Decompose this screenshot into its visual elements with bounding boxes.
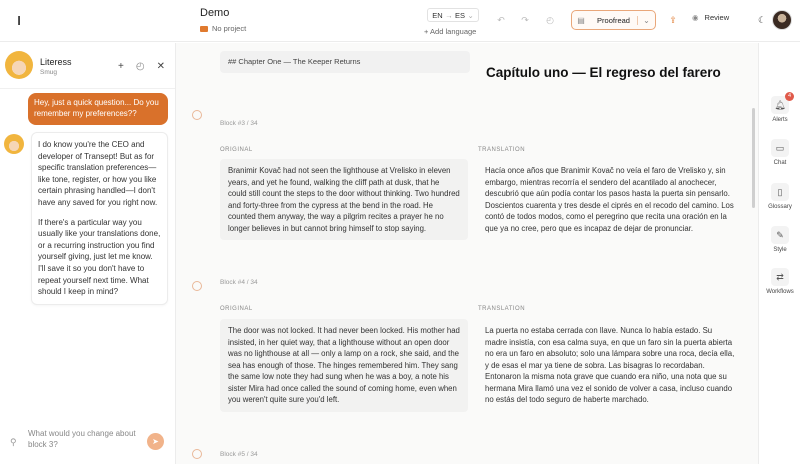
chat-bubble-icon: ▭ [771, 139, 789, 157]
rail-item-workflows[interactable] [759, 268, 800, 295]
chat-header-actions [118, 61, 165, 72]
chat-header [0, 43, 175, 89]
send-button[interactable]: ➤ [147, 433, 164, 450]
block-status-circle[interactable] [192, 110, 202, 120]
document-icon: ▤ [577, 15, 585, 25]
assistant-avatar [5, 51, 33, 79]
translated-heading[interactable]: Capítulo uno — El regreso del farero [486, 65, 721, 80]
scrollbar-thumb[interactable] [752, 108, 755, 208]
source-heading-block[interactable]: ## Chapter One — The Keeper Returns [220, 51, 470, 73]
rail-item-alerts[interactable] [759, 93, 800, 123]
moon-icon[interactable]: ☾ [757, 15, 767, 25]
bell-icon: 🔔︎ 4 [771, 96, 789, 114]
block-label: Block #4 / 34 [220, 279, 258, 286]
assistant-message [31, 132, 168, 305]
original-text[interactable]: The door was not locked. It had never been locked. His mother had insisted, in her quiet way, that a lighthouse without an open door was no lighthouse at all — only a lamp on a rock, she said, and the sea has enough of those. The hinges remembered him. They sang the same low note they had sung when he was a boy, a note his sister Mira had once called the sound of coming home, even when you weren't quite sure you'd left. [220, 319, 468, 412]
rail-label-alerts: Alerts [772, 117, 788, 123]
original-text[interactable]: Branimir Kovač had not seen the lighthouse at Vrelisko in eleven years, and yet he found, walking the cliff path at dusk, that he could still count the steps to the door without thinking. Two hundred and forty-three from the cypress at the bend in the road. He counted them anyway, the way a pilgrim recites a prayer he no longer believes in but cannot bring himself to stop saying. [220, 159, 468, 240]
eye-icon: ◉ [692, 13, 699, 22]
project-sub-label: No project [212, 24, 247, 33]
translation-text[interactable]: La puerta no estaba cerrada con llave. Nunca lo había estado. Su madre insistía, con esa calma suya, en que un faro sin la puerta abierta no era un faro en absoluto; solo una lámpara sobre una roca, decía ella, y de esas el mar ya tiene de sobra. Las bisagras lo recordaban. Entonaron la misma nota grave que cuando era niño, una nota que su hermana Mira llamó una vez el sonido de volver a casa, incluso cuando no estás del todo seguro de haberte marchado. [485, 326, 735, 405]
rail-label-chat: Chat [773, 160, 787, 166]
editor-main [176, 43, 758, 464]
proofread-label: Proofread [597, 15, 630, 25]
assistant-avatar-small [4, 134, 24, 154]
app-logo[interactable]: I [17, 13, 21, 28]
assistant-paragraph: If there's a particular way you usually like your translations done, or a recurring instruction you find yourself giving, just let me know. I'll save it so you don't have to repeat yourself next time. What should I keep in mind? [38, 217, 161, 297]
close-icon[interactable]: ✕ [156, 61, 165, 72]
export-icon[interactable]: ⇪ [669, 15, 677, 25]
rail-item-glossary[interactable] [759, 183, 800, 210]
chat-panel [0, 43, 176, 464]
translation-label: TRANSLATION [478, 306, 526, 312]
pencil-icon: ✎ [771, 226, 789, 244]
chevron-down-icon: ⌄ [467, 10, 474, 20]
chevron-down-icon[interactable]: ⌄ [637, 16, 655, 25]
assistant-name: Literess [40, 57, 72, 67]
translation-label: TRANSLATION [478, 147, 526, 153]
undo-icon[interactable]: ↶ [497, 15, 505, 25]
history-icon[interactable]: ◴ [546, 15, 554, 25]
book-icon: ▯ [771, 183, 789, 201]
review-button[interactable] [692, 13, 729, 22]
block-status-circle[interactable] [192, 281, 202, 291]
history-icon[interactable]: ◴ [135, 61, 145, 72]
user-avatar[interactable] [772, 10, 792, 30]
workflow-icon: ⇄ [771, 268, 789, 286]
alerts-badge: 4 [785, 92, 794, 101]
plus-icon[interactable]: + [118, 61, 124, 72]
project-title[interactable]: Demo [200, 7, 230, 19]
language-pair-selector[interactable] [427, 8, 479, 22]
redo-icon[interactable]: ↷ [521, 15, 529, 25]
user-message: Hey, just a quick question... Do you remember my preferences?? [28, 93, 168, 125]
block-label: Block #3 / 34 [220, 120, 258, 127]
chat-input[interactable]: What would you change about block 3? [28, 429, 136, 450]
target-language: ES [455, 10, 466, 20]
right-rail [758, 43, 800, 464]
proofread-button[interactable] [571, 10, 656, 30]
rail-item-chat[interactable] [759, 139, 800, 166]
source-language: EN [432, 10, 443, 20]
rail-label-glossary: Glossary [768, 204, 792, 210]
chat-composer [6, 424, 170, 460]
paperclip-icon[interactable]: ⚲ [10, 437, 17, 447]
project-info [200, 7, 246, 33]
assistant-mood: Smug [40, 69, 57, 76]
block-label: Block #5 / 34 [220, 451, 258, 458]
project-selector[interactable] [200, 24, 246, 33]
top-bar [0, 0, 800, 42]
rail-label-style: Style [773, 247, 787, 253]
folder-icon [200, 26, 208, 32]
original-label: ORIGINAL [220, 147, 253, 153]
translation-text[interactable]: Hacía once años que Branimir Kovač no veía el faro de Vrelisko y, sin embargo, mientras recorría el sendero del acantilado al anochecer, descubrió que aún podía contar los pasos hasta la puerta sin pensarlo. Doscientos cuarenta y tres desde el ciprés en el recodo del camino. Los contó de todos modos, como el peregrino que recita una oración en la que ya no cree, pero que es incapaz de dejar de pronunciar. [485, 166, 734, 233]
rail-label-workflows: Workflows [766, 289, 794, 295]
review-label: Review [704, 13, 730, 22]
block-status-circle[interactable] [192, 449, 202, 459]
assistant-paragraph: I do know you're the CEO and developer of Transept! But as for specific translation preferences—like tone, register, or how you like certain phrasing handled—I don't have any saved for you right now. [38, 140, 158, 207]
rail-item-style[interactable] [759, 226, 800, 253]
original-label: ORIGINAL [220, 306, 253, 312]
add-language-button[interactable]: + Add language [424, 27, 477, 36]
arrow-icon: → [445, 10, 453, 20]
